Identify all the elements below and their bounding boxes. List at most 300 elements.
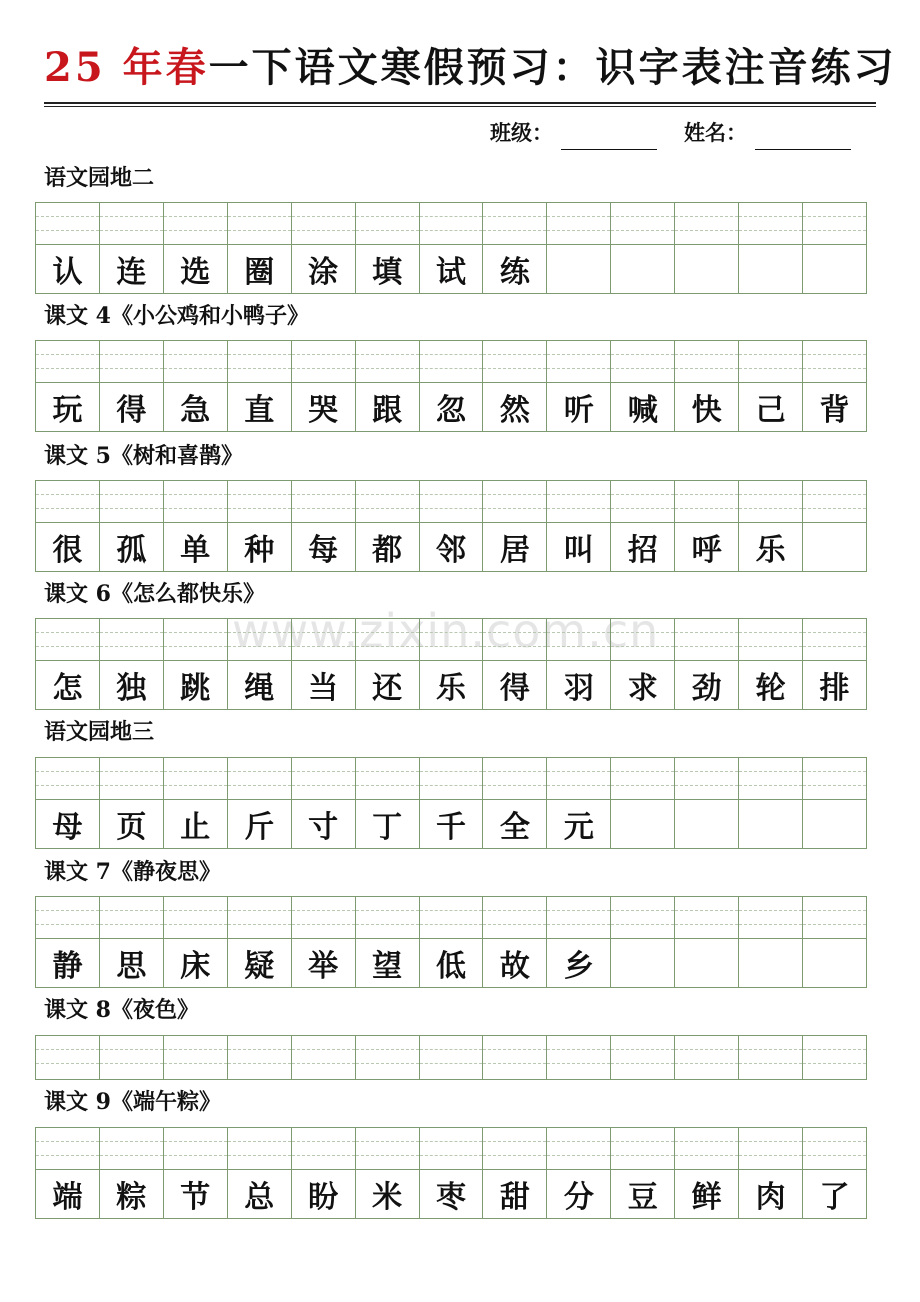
pinyin-writing-box[interactable] [547, 1128, 610, 1170]
grid-cell [739, 341, 803, 431]
grid-cell [164, 1128, 228, 1218]
pinyin-writing-box[interactable] [675, 758, 738, 800]
hanzi-char: 总 [244, 1180, 275, 1215]
pinyin-writing-box[interactable] [547, 481, 610, 523]
class-field [490, 116, 657, 150]
pinyin-writing-box[interactable] [100, 203, 163, 245]
pinyin-writing-box[interactable] [164, 341, 227, 383]
pinyin-writing-box[interactable] [803, 341, 866, 383]
pinyin-writing-box[interactable] [100, 619, 163, 661]
section-label: 语文园地三 [44, 719, 155, 745]
grid-cell [611, 341, 675, 431]
grid-cell [420, 341, 484, 431]
hanzi-char: 叫 [563, 533, 594, 568]
pinyin-writing-box[interactable] [100, 758, 163, 800]
pinyin-writing-box[interactable] [356, 1036, 419, 1079]
grid-cell [164, 1036, 228, 1079]
pinyin-writing-box[interactable] [739, 897, 802, 939]
grid-cell [739, 619, 803, 709]
pinyin-writing-box[interactable] [228, 481, 291, 523]
grid-cell [675, 758, 739, 848]
pinyin-writing-box[interactable] [483, 481, 546, 523]
grid-cell [483, 341, 547, 431]
section-label: 课文 9《端午粽》 [44, 1089, 221, 1115]
pinyin-writing-box[interactable] [292, 1036, 355, 1079]
hanzi-char: 页 [116, 810, 147, 845]
grid-cell [228, 619, 292, 709]
pinyin-writing-box[interactable] [739, 1128, 802, 1170]
grid-cell [803, 1036, 867, 1079]
grid-cell [164, 341, 228, 431]
pinyin-writing-box[interactable] [675, 897, 738, 939]
grid-cell [420, 1036, 484, 1079]
watermark: www.zixin.com.cn [232, 604, 660, 658]
grid-cell [803, 341, 867, 431]
hanzi-char: 排 [819, 671, 850, 706]
hanzi-char: 快 [691, 393, 722, 428]
pinyin-writing-box[interactable] [100, 1128, 163, 1170]
grid-cell [420, 203, 484, 293]
pinyin-writing-box[interactable] [164, 897, 227, 939]
hanzi-char: 连 [116, 255, 147, 290]
pinyin-writing-box[interactable] [292, 203, 355, 245]
grid-cell [803, 619, 867, 709]
hanzi-char: 思 [116, 949, 147, 984]
pinyin-writing-box[interactable] [420, 619, 483, 661]
pinyin-writing-box[interactable] [675, 1128, 738, 1170]
grid-cell [739, 481, 803, 571]
hanzi-char: 全 [499, 810, 530, 845]
pinyin-writing-box[interactable] [420, 341, 483, 383]
grid-cell [100, 758, 164, 848]
grid-cell [611, 758, 675, 848]
pinyin-writing-box[interactable] [36, 1128, 99, 1170]
grid-cell [292, 341, 356, 431]
grid-cell [483, 1128, 547, 1218]
hanzi-char: 了 [819, 1180, 850, 1215]
practice-grid [35, 618, 867, 710]
hanzi-char: 还 [372, 671, 403, 706]
pinyin-writing-box[interactable] [803, 481, 866, 523]
grid-cell [547, 203, 611, 293]
hanzi-char: 丁 [372, 810, 403, 845]
pinyin-writing-box[interactable] [675, 481, 738, 523]
hanzi-char: 床 [180, 949, 211, 984]
hanzi-char: 元 [563, 810, 594, 845]
grid-cell [292, 897, 356, 987]
grid-cell [675, 619, 739, 709]
grid-cell [611, 897, 675, 987]
pinyin-writing-box[interactable] [611, 897, 674, 939]
hanzi-char [739, 800, 802, 848]
pinyin-writing-box[interactable] [611, 203, 674, 245]
grid-cell [611, 481, 675, 571]
grid-cell [547, 1036, 611, 1079]
practice-grid [35, 480, 867, 572]
grid-cell [675, 1036, 739, 1079]
pinyin-writing-box[interactable] [228, 758, 291, 800]
pinyin-writing-box[interactable] [803, 758, 866, 800]
pinyin-writing-box[interactable] [483, 203, 546, 245]
pinyin-writing-box[interactable] [483, 341, 546, 383]
pinyin-writing-box[interactable] [547, 619, 610, 661]
grid-cell [100, 1036, 164, 1079]
hanzi-char: 当 [308, 671, 339, 706]
grid-cell [420, 758, 484, 848]
grid-cell [356, 897, 420, 987]
pinyin-writing-box[interactable] [356, 203, 419, 245]
pinyin-writing-box[interactable] [164, 203, 227, 245]
grid-cell [675, 897, 739, 987]
pinyin-writing-box[interactable] [675, 1036, 738, 1079]
pinyin-writing-box[interactable] [611, 1128, 674, 1170]
hanzi-char: 呼 [691, 533, 722, 568]
section-label: 语文园地二 [44, 165, 155, 191]
practice-grid [35, 1127, 867, 1219]
hanzi-char: 得 [499, 671, 530, 706]
grid-cell [803, 481, 867, 571]
practice-grid [35, 202, 867, 294]
grid-cell [292, 203, 356, 293]
pinyin-writing-box[interactable] [164, 1128, 227, 1170]
pinyin-writing-box[interactable] [292, 758, 355, 800]
grid-cell [228, 758, 292, 848]
pinyin-writing-box[interactable] [547, 758, 610, 800]
hanzi-char: 分 [563, 1180, 594, 1215]
pinyin-writing-box[interactable] [356, 758, 419, 800]
grid-cell [356, 619, 420, 709]
grid-cell [803, 758, 867, 848]
pinyin-writing-box[interactable] [292, 897, 355, 939]
hanzi-char: 涂 [308, 255, 339, 290]
pinyin-writing-box[interactable] [675, 203, 738, 245]
grid-cell [483, 1036, 547, 1079]
grid-cell [611, 619, 675, 709]
grid-cell [164, 203, 228, 293]
hanzi-char [803, 939, 866, 987]
pinyin-writing-box[interactable] [36, 203, 99, 245]
page-title [44, 38, 897, 98]
grid-cell [483, 619, 547, 709]
pinyin-writing-box[interactable] [228, 897, 291, 939]
grid-cell [547, 619, 611, 709]
hanzi-char: 喊 [627, 393, 658, 428]
class-blank[interactable] [561, 123, 657, 150]
pinyin-writing-box[interactable] [100, 1036, 163, 1079]
hanzi-char: 得 [116, 393, 147, 428]
hanzi-char: 居 [499, 533, 530, 568]
hanzi-char [675, 939, 738, 987]
pinyin-writing-box[interactable] [228, 203, 291, 245]
grid-cell [739, 897, 803, 987]
grid-cell [483, 203, 547, 293]
hanzi-char [803, 800, 866, 848]
grid-cell [611, 1128, 675, 1218]
pinyin-writing-box[interactable] [36, 341, 99, 383]
hanzi-char: 孤 [116, 533, 147, 568]
section-label: 课文 6《怎么都快乐》 [44, 581, 265, 607]
hanzi-char: 练 [499, 255, 530, 290]
pinyin-writing-box[interactable] [420, 1036, 483, 1079]
hanzi-char: 背 [819, 393, 850, 428]
pinyin-writing-box[interactable] [803, 619, 866, 661]
grid-cell [356, 203, 420, 293]
grid-cell [803, 897, 867, 987]
hanzi-char: 疑 [244, 949, 275, 984]
pinyin-writing-box[interactable] [228, 1036, 291, 1079]
title-rule-thin [44, 106, 876, 107]
grid-cell [611, 203, 675, 293]
hanzi-char [675, 245, 738, 293]
hanzi-char: 然 [499, 393, 530, 428]
grid-cell [36, 203, 100, 293]
pinyin-writing-box[interactable] [611, 341, 674, 383]
pinyin-writing-box[interactable] [739, 1036, 802, 1079]
pinyin-writing-box[interactable] [36, 1036, 99, 1079]
grid-cell [547, 341, 611, 431]
name-blank[interactable] [755, 123, 851, 150]
grid-cell [739, 1128, 803, 1218]
hanzi-char: 跳 [180, 671, 211, 706]
grid-cell [228, 1128, 292, 1218]
pinyin-writing-box[interactable] [292, 619, 355, 661]
pinyin-writing-box[interactable] [803, 203, 866, 245]
section-label: 课文 8《夜色》 [44, 997, 199, 1023]
pinyin-writing-box[interactable] [36, 897, 99, 939]
hanzi-char: 试 [435, 255, 466, 290]
grid-cell [100, 481, 164, 571]
grid-cell [100, 897, 164, 987]
grid-cell [483, 758, 547, 848]
hanzi-char: 羽 [563, 671, 594, 706]
pinyin-writing-box[interactable] [164, 758, 227, 800]
grid-cell [100, 341, 164, 431]
pinyin-writing-box[interactable] [803, 897, 866, 939]
grid-cell [228, 341, 292, 431]
pinyin-writing-box[interactable] [547, 1036, 610, 1079]
hanzi-char: 端 [52, 1180, 83, 1215]
pinyin-writing-box[interactable] [356, 897, 419, 939]
name-field [684, 116, 851, 150]
grid-cell [356, 1036, 420, 1079]
grid-cell [36, 897, 100, 987]
pinyin-writing-box[interactable] [292, 341, 355, 383]
pinyin-writing-box[interactable] [292, 1128, 355, 1170]
pinyin-writing-box[interactable] [100, 897, 163, 939]
pinyin-writing-box[interactable] [739, 619, 802, 661]
hanzi-char: 填 [372, 255, 403, 290]
grid-cell [483, 481, 547, 571]
hanzi-char: 故 [499, 949, 530, 984]
section-label: 课文 5《树和喜鹊》 [44, 443, 243, 469]
grid-cell [356, 1128, 420, 1218]
grid-cell [36, 1036, 100, 1079]
grid-cell [675, 203, 739, 293]
hanzi-char: 枣 [435, 1180, 466, 1215]
hanzi-char [739, 245, 802, 293]
pinyin-writing-box[interactable] [164, 1036, 227, 1079]
hanzi-char: 绳 [244, 671, 275, 706]
hanzi-char: 怎 [52, 671, 83, 706]
pinyin-writing-box[interactable] [100, 481, 163, 523]
practice-grid [35, 757, 867, 849]
hanzi-char [547, 245, 610, 293]
hanzi-char [675, 800, 738, 848]
pinyin-writing-box[interactable] [356, 341, 419, 383]
grid-cell [292, 1036, 356, 1079]
title-prefix: 25 年春 [44, 44, 209, 91]
section-label: 课文 7《静夜思》 [44, 859, 221, 885]
hanzi-char: 鲜 [691, 1180, 722, 1215]
pinyin-writing-box[interactable] [100, 341, 163, 383]
title-main: 一下语文寒假预习：识字表注音练习 [208, 44, 897, 91]
hanzi-char: 每 [308, 533, 339, 568]
hanzi-char [611, 939, 674, 987]
hanzi-char: 轮 [755, 671, 786, 706]
hanzi-char: 甜 [499, 1180, 530, 1215]
grid-cell [675, 341, 739, 431]
grid-cell [36, 619, 100, 709]
grid-cell [36, 758, 100, 848]
pinyin-writing-box[interactable] [483, 1036, 546, 1079]
grid-cell [292, 758, 356, 848]
grid-cell [739, 1036, 803, 1079]
hanzi-char: 听 [563, 393, 594, 428]
hanzi-char: 千 [435, 810, 466, 845]
name-label: 姓名： [684, 120, 747, 145]
hanzi-char: 求 [627, 671, 658, 706]
pinyin-writing-box[interactable] [739, 341, 802, 383]
hanzi-char: 举 [308, 949, 339, 984]
hanzi-char: 种 [244, 533, 275, 568]
pinyin-writing-box[interactable] [611, 619, 674, 661]
grid-cell [803, 203, 867, 293]
grid-cell [356, 481, 420, 571]
hanzi-char [803, 245, 866, 293]
pinyin-writing-box[interactable] [803, 1128, 866, 1170]
practice-grid [35, 896, 867, 988]
pinyin-writing-box[interactable] [483, 1128, 546, 1170]
hanzi-char: 粽 [116, 1180, 147, 1215]
pinyin-writing-box[interactable] [228, 619, 291, 661]
pinyin-writing-box[interactable] [675, 341, 738, 383]
hanzi-char: 静 [52, 949, 83, 984]
hanzi-char: 独 [116, 671, 147, 706]
pinyin-writing-box[interactable] [36, 619, 99, 661]
grid-cell [675, 481, 739, 571]
hanzi-char [611, 245, 674, 293]
grid-cell [420, 897, 484, 987]
hanzi-char: 选 [180, 255, 211, 290]
hanzi-char: 斤 [244, 810, 275, 845]
pinyin-writing-box[interactable] [420, 1128, 483, 1170]
pinyin-writing-box[interactable] [611, 481, 674, 523]
grid-cell [739, 758, 803, 848]
grid-cell [547, 758, 611, 848]
hanzi-char: 单 [180, 533, 211, 568]
pinyin-writing-box[interactable] [675, 619, 738, 661]
section-label: 课文 4《小公鸡和小鸭子》 [44, 303, 309, 329]
hanzi-char [803, 523, 866, 571]
hanzi-char: 乐 [435, 671, 466, 706]
hanzi-char: 止 [180, 810, 211, 845]
pinyin-writing-box[interactable] [739, 203, 802, 245]
pinyin-writing-box[interactable] [739, 481, 802, 523]
grid-cell [100, 619, 164, 709]
hanzi-char [739, 939, 802, 987]
pinyin-writing-box[interactable] [420, 481, 483, 523]
hanzi-char: 直 [244, 393, 275, 428]
pinyin-writing-box[interactable] [164, 481, 227, 523]
grid-cell [228, 481, 292, 571]
grid-cell [228, 203, 292, 293]
grid-cell [164, 481, 228, 571]
pinyin-writing-box[interactable] [420, 897, 483, 939]
hanzi-char: 乐 [755, 533, 786, 568]
grid-cell [164, 619, 228, 709]
grid-cell [164, 758, 228, 848]
grid-cell [100, 203, 164, 293]
pinyin-writing-box[interactable] [36, 758, 99, 800]
hanzi-char: 忽 [435, 393, 466, 428]
grid-cell [547, 1128, 611, 1218]
grid-cell [356, 341, 420, 431]
grid-cell [356, 758, 420, 848]
pinyin-writing-box[interactable] [228, 341, 291, 383]
pinyin-writing-box[interactable] [547, 203, 610, 245]
grid-cell [803, 1128, 867, 1218]
grid-cell [675, 1128, 739, 1218]
hanzi-char: 招 [627, 533, 658, 568]
pinyin-writing-box[interactable] [611, 758, 674, 800]
pinyin-writing-box[interactable] [420, 758, 483, 800]
pinyin-writing-box[interactable] [356, 1128, 419, 1170]
hanzi-char: 寸 [308, 810, 339, 845]
grid-cell [228, 897, 292, 987]
pinyin-writing-box[interactable] [483, 758, 546, 800]
hanzi-char: 玩 [52, 393, 83, 428]
hanzi-char: 望 [372, 949, 403, 984]
hanzi-char: 劲 [691, 671, 722, 706]
grid-cell [420, 1128, 484, 1218]
pinyin-writing-box[interactable] [547, 897, 610, 939]
pinyin-writing-box[interactable] [739, 758, 802, 800]
hanzi-char: 很 [52, 533, 83, 568]
grid-cell [547, 481, 611, 571]
pinyin-writing-box[interactable] [483, 897, 546, 939]
grid-cell [292, 481, 356, 571]
pinyin-writing-box[interactable] [803, 1036, 866, 1079]
pinyin-writing-box[interactable] [356, 619, 419, 661]
pinyin-writing-box[interactable] [420, 203, 483, 245]
pinyin-writing-box[interactable] [292, 481, 355, 523]
grid-cell [292, 619, 356, 709]
class-label: 班级： [490, 120, 553, 145]
pinyin-writing-box[interactable] [164, 619, 227, 661]
hanzi-char: 认 [52, 255, 83, 290]
grid-cell [420, 481, 484, 571]
pinyin-writing-box[interactable] [228, 1128, 291, 1170]
grid-cell [611, 1036, 675, 1079]
pinyin-writing-box[interactable] [611, 1036, 674, 1079]
pinyin-writing-box[interactable] [483, 619, 546, 661]
pinyin-writing-box[interactable] [547, 341, 610, 383]
hanzi-char: 肉 [755, 1180, 786, 1215]
pinyin-writing-box[interactable] [356, 481, 419, 523]
pinyin-writing-box[interactable] [36, 481, 99, 523]
hanzi-char: 跟 [372, 393, 403, 428]
hanzi-char: 母 [52, 810, 83, 845]
